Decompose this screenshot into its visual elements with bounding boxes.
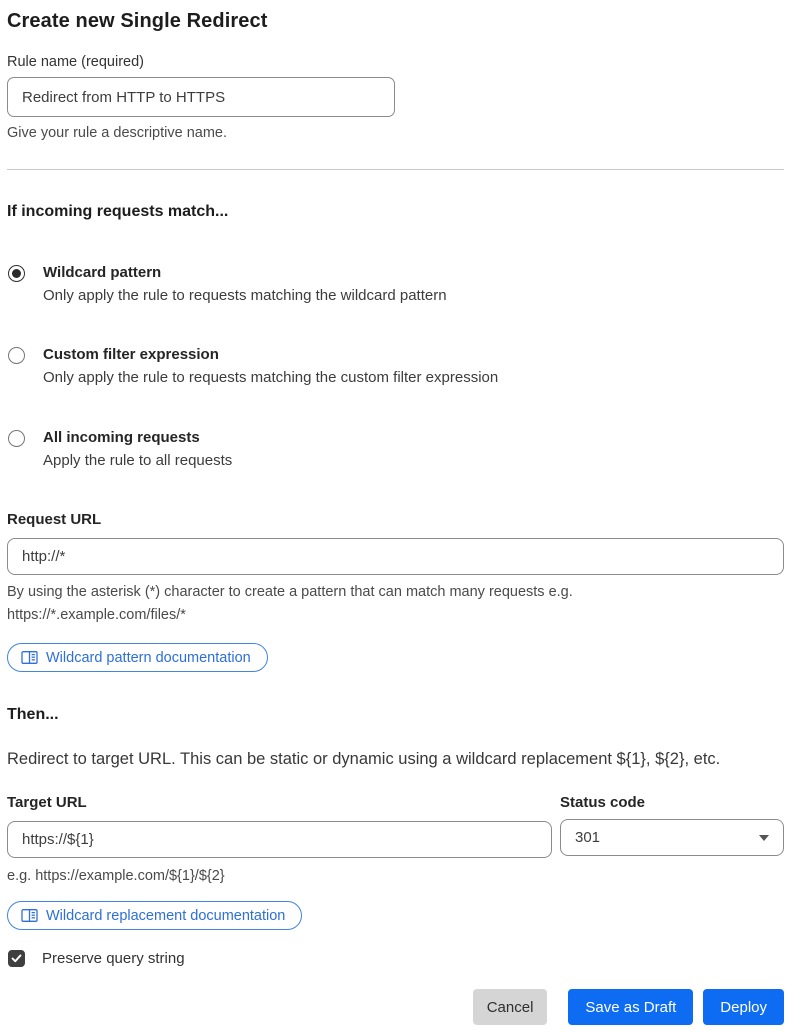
status-code-label: Status code: [560, 794, 646, 811]
open-book-icon: [21, 908, 38, 923]
request-url-input[interactable]: [7, 538, 784, 575]
doc-button-label: Wildcard pattern documentation: [46, 649, 251, 666]
rule-name-help: Give your rule a descriptive name.: [7, 125, 228, 141]
radio-option-wildcard-pattern[interactable]: [7, 262, 784, 307]
wildcard-replacement-doc-button[interactable]: [7, 901, 302, 930]
radio-option-description: Only apply the rule to requests matching the custom filter expression: [43, 369, 499, 386]
target-url-help: e.g. https://example.com/${1}/${2}: [7, 868, 225, 884]
doc-button-label: Wildcard replacement documentation: [46, 907, 286, 924]
target-row: [7, 793, 784, 888]
rule-name-input[interactable]: [7, 77, 395, 117]
radio-option-all-incoming-requests[interactable]: [7, 427, 784, 472]
radio-option-label: All incoming requests: [43, 429, 200, 446]
page-title: Create new Single Redirect: [7, 10, 268, 32]
radio-option-label: Custom filter expression: [43, 346, 219, 363]
preserve-query-string-row[interactable]: [7, 950, 784, 967]
radio-icon[interactable]: [8, 347, 25, 364]
footer-actions: [7, 989, 784, 1025]
radio-option-custom-filter-expression[interactable]: [7, 344, 784, 389]
request-url-help-example: https://*.example.com/files/*: [7, 607, 186, 623]
match-section-heading: If incoming requests match...: [7, 203, 229, 220]
chevron-down-icon: [759, 835, 769, 841]
request-url-help: By using the asterisk (*) character to create a pattern that can match many requests e.g.: [7, 584, 573, 600]
then-section-heading: Then...: [7, 706, 59, 723]
radio-icon[interactable]: [8, 265, 25, 282]
section-divider: [7, 169, 784, 170]
request-url-label: Request URL: [7, 511, 102, 528]
radio-option-label: Wildcard pattern: [43, 264, 162, 281]
deploy-button[interactable]: Deploy: [703, 989, 784, 1025]
save-as-draft-button[interactable]: Save as Draft: [568, 989, 693, 1025]
radio-icon[interactable]: [8, 430, 25, 447]
status-code-value: 301: [575, 829, 601, 846]
cancel-button[interactable]: Cancel: [473, 989, 548, 1025]
target-url-input[interactable]: [7, 821, 552, 858]
radio-option-description: Only apply the rule to requests matching the wildcard pattern: [43, 287, 447, 304]
rule-name-label: Rule name (required): [7, 54, 145, 70]
radio-option-description: Apply the rule to all requests: [43, 452, 233, 469]
status-code-select[interactable]: [560, 819, 784, 856]
then-description: Redirect to target URL. This can be static or dynamic using a wildcard replacement ${1}, ${2}, etc.: [7, 750, 721, 768]
target-url-label: Target URL: [7, 794, 87, 811]
preserve-query-label: Preserve query string: [42, 950, 185, 967]
wildcard-pattern-doc-button[interactable]: [7, 643, 268, 672]
open-book-icon: [21, 650, 38, 665]
checkbox-icon[interactable]: [8, 950, 25, 967]
